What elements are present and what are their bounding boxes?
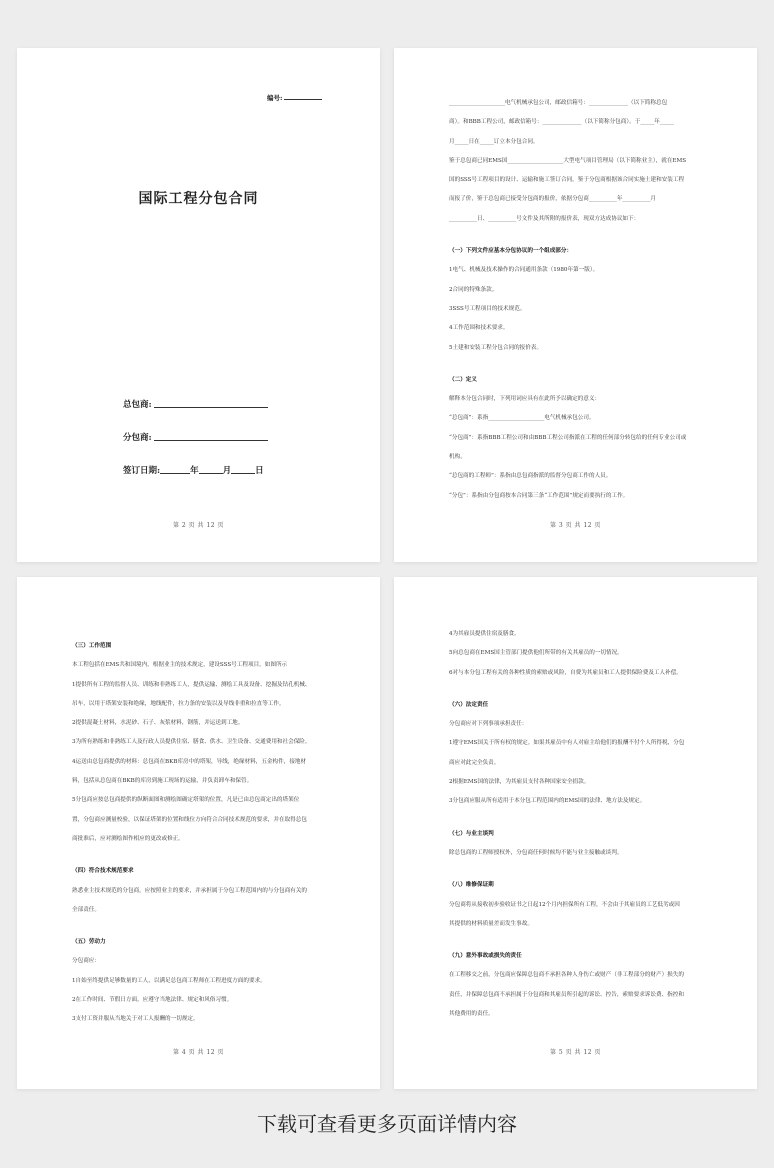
body-line: __________日、__________号文件及其所附的报价表，现双方达成协议如下：	[449, 215, 640, 222]
body-line: 机构。	[449, 454, 466, 461]
body-line: 全部责任。	[72, 906, 100, 913]
page-footer: 第 5 页 共 12 页	[550, 1049, 601, 1056]
body-line: 在工程移交之前，分包商应保障总包商不承担各种人身伤亡或财产（非工程部分的财产）损失的	[449, 972, 684, 979]
body-line: 国的SSS号工程项目的设计、运输和施工签订合同，鉴于分包商根据该合同实施土建和安装工程	[449, 177, 685, 184]
body-line: 月_____日在_____订立本分包合同。	[449, 138, 539, 145]
section-gap	[449, 812, 705, 825]
serial-label: 编号:	[267, 94, 283, 102]
page-footer: 第 4 页 共 12 页	[173, 1049, 224, 1056]
section-gap	[449, 683, 705, 696]
body-line: 商）。和BBB工程公司，邮政信箱号：______________（以下简称分包商）。于_____年_____	[449, 119, 674, 126]
month-line	[199, 473, 223, 474]
contractor-field	[123, 398, 268, 410]
body-line: 1遵守EMS国关于所有权的规定。如果其雇员中有人对雇主给他们的报酬不付个人所得税，分包	[449, 740, 685, 747]
section-heading: （九）意外事故或损失的责任	[449, 953, 522, 960]
body-line: 分包商应：	[72, 958, 100, 965]
body-line: 2提供混凝土材料，水泥砂、石子、灰浆材料，钢筋，并运送到工地。	[72, 720, 244, 727]
section-heading: （七）与业主谈判	[449, 830, 494, 837]
body-line: 1电气、机械及技术操作的合同通用条款（1980年第一版）。	[449, 267, 599, 274]
cover-page	[17, 48, 380, 562]
body-line: 其他费用的责任。	[449, 1011, 494, 1018]
year-label: 年	[190, 466, 199, 476]
body-line: 责任，并保障总包商不承担属于分包商和其雇员所引起的诉讼、控告，索赔要求诉讼费、指控和	[449, 991, 684, 998]
body-line: 而报了价，鉴于总包商已接受分包商的报价，依据分包商__________年__________月	[449, 196, 656, 203]
year-line	[160, 473, 190, 474]
body-line: 1自始至终提供足够数量的工人，以满足总包商工程师在工程进度方面的要求。	[72, 977, 266, 984]
body-line: 6对与本分包工程有关的各种性质的索赔或风险，自费为其雇员和工人提供保险费及工人补偿。	[449, 669, 682, 676]
section-heading: （三）工作范围	[72, 643, 112, 649]
body-line: 鉴于总包商已同EMS国____________________大型电气项目管理局（以下简称业主），就在EMS	[449, 157, 687, 164]
section-gap	[72, 920, 328, 933]
page-body	[449, 625, 705, 1024]
subcontractor-field	[123, 431, 268, 443]
subcontractor-label: 分包商:	[123, 433, 152, 443]
body-line: 其提供的材料质量差而发生事故。	[449, 920, 533, 927]
body-line: 商应对此完全负责。	[449, 759, 500, 766]
body-line: 5分包商应按总包商提供的纵断面图和测绘图确定塔架的位置，凡是已由总包商定出的塔架位	[72, 797, 300, 804]
page-body	[72, 637, 328, 1030]
body-line: “总包商的工程师”：系指由总包商指派的监督分包商工作的人员。	[449, 473, 612, 480]
section-gap	[449, 229, 705, 242]
body-line: 3SSS号工程项目的技术规范。	[449, 305, 526, 312]
body-line: 置，分包商应测量校验，以保证塔架的位置和线位方向符合合同技术规范的要求，并在取得总包	[72, 816, 307, 823]
contractor-label: 总包商:	[123, 400, 152, 410]
section-heading: （六）法定责任	[449, 701, 489, 708]
section-heading: （四）符合技术规范要求	[72, 868, 134, 875]
body-line: 商批准后，应对测绘图作相应的更改或修正。	[72, 835, 184, 842]
body-line: “总包商”：系指____________________电气机械承包公司。	[449, 415, 595, 422]
body-line: 1提供所有工程的监督人员、训练和非熟练工人，提供运输、测绘工具及设备、挖掘及钻孔机械、	[72, 681, 311, 688]
body-line: 3为所有熟练和非熟练工人及行政人员提供住宿、膳食、供水、卫生设备、交通费用和社会保险。	[72, 739, 311, 746]
body-line: 2合同的特殊条款。	[449, 286, 498, 293]
contract-title: 国际工程分包合同	[138, 191, 259, 207]
page-3	[394, 48, 757, 562]
body-line: 3分包商应服从所有适用于本分包工程范围内的EMS国的法律、地方法及规定。	[449, 798, 646, 805]
body-line: 4运送由总包商提供的材料：总包商在BKB库房中的塔架，导线，绝缘材料，五金构件，接地材	[72, 758, 307, 765]
download-caption: 下载可查看更多页面详情内容	[257, 1112, 517, 1136]
day-line	[231, 473, 255, 474]
body-line: 分包商应对下列事项承担责任：	[449, 721, 528, 728]
body-line: 2根据EMS国的法律，为其雇员支付各种国家安全捐款。	[449, 779, 590, 786]
sign-date-label: 签订日期:	[123, 466, 161, 476]
body-line: 分包商将从接收初步验收证书之日起12个月内担保所有工程，不会由于其雇员的工艺低劣或因	[449, 901, 680, 908]
section-heading: （一）下列文件应基本分包协议的一个组成部分：	[449, 248, 573, 255]
subcontractor-line	[154, 440, 268, 441]
body-line: 本工程包括在EMS共和国境内，根据业主的技术规定，建设SSS号工程项目，如图所示	[72, 662, 288, 669]
page-footer: 第 3 页 共 12 页	[550, 522, 601, 529]
section-heading: （二）定义	[449, 376, 477, 383]
page-5	[394, 577, 757, 1089]
serial-line	[284, 99, 322, 100]
page-body	[449, 94, 705, 506]
section-gap	[72, 849, 328, 862]
section-gap	[449, 934, 705, 947]
body-line: 料，包括从总包商在BKB的库房到施工现场的运输，并负责卸车和保管。	[72, 778, 253, 785]
body-line: 2在工作时间、节假日方面，应遵守当地法律、规定和风俗习惯。	[72, 997, 233, 1004]
contractor-line	[154, 407, 268, 408]
page-footer: 第 2 页 共 12 页	[173, 522, 224, 529]
section-gap	[449, 358, 705, 371]
section-gap	[449, 863, 705, 876]
body-line: “分包”：系指由分包商按本合同第三条“工作范围”规定而要执行的工作。	[449, 492, 629, 499]
body-line: 4工作范围和技术要求。	[449, 325, 509, 332]
body-line: 4为其雇员提供住宿及膳食。	[449, 631, 520, 637]
page-4	[17, 577, 380, 1089]
month-label: 月	[222, 466, 232, 476]
section-heading: （八）维修保证期	[449, 882, 494, 889]
body-line: 5向总包商在EMS国主管部门提供他们所带的有关其雇员的一切情况。	[449, 650, 623, 657]
body-line: 解释本分包合同时，下列用词应具有在此所予以确定的意义：	[449, 396, 601, 403]
section-heading: （五）劳动力	[72, 939, 106, 946]
body-line: 熟悉业主技术规范的分包商，应按照业主的要求，并承担属于分包工程范围内的与分包商有关的	[72, 887, 307, 894]
body-line: ____________________电气机械承包公司，邮政信箱号：______________（以下简称总包	[449, 100, 668, 106]
body-line: 5土建和安装工程分包合同的报价表。	[449, 344, 543, 351]
body-line: 吊车，以用于塔架安装和绝缘，地线配件，拉力条的安装以及导线非重和拉直等工作。	[72, 700, 285, 707]
body-line: 除总包商的工程师授权外，分包商任何时候均不能与业主接触或谈判。	[449, 849, 623, 856]
sign-date-field	[123, 464, 264, 476]
body-line: “分包商”：系指BBB工程公司和由BBB工程公司指派在工程的任何部分转包给的任何专业公司或	[449, 434, 687, 441]
body-line: 3支付工资并服从当地关于对工人报酬的一切规定。	[72, 1016, 199, 1023]
serial-number-field	[267, 93, 322, 102]
day-label: 日	[255, 466, 264, 476]
